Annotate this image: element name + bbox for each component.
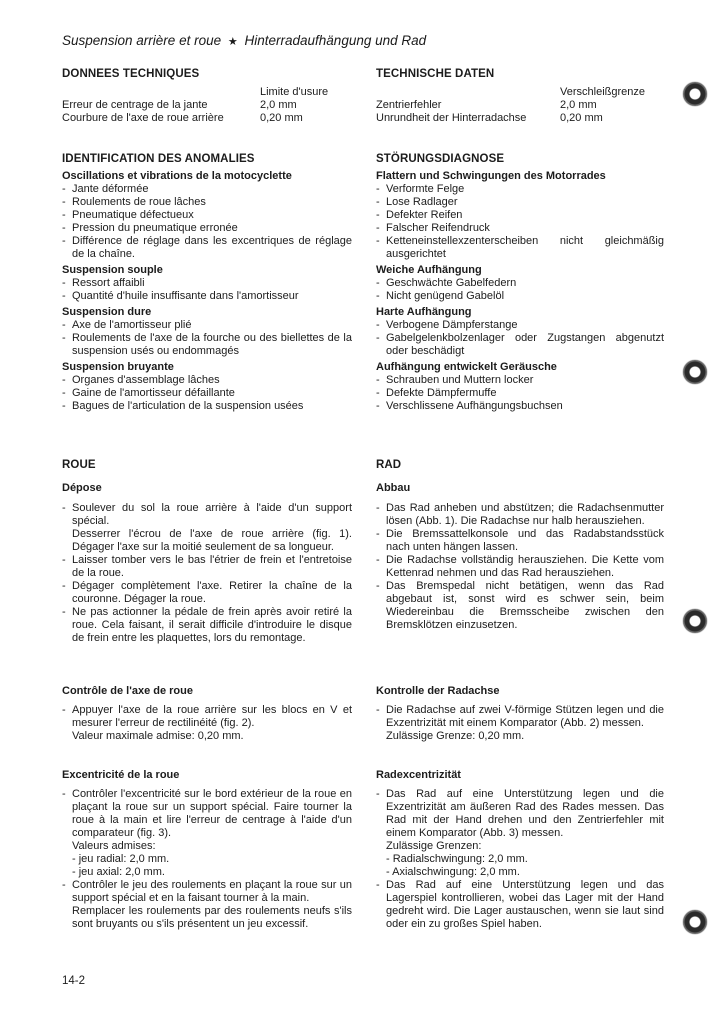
spec-label: Zentrierfehler (376, 99, 442, 111)
list-item: - Roulements de roue lâches (62, 196, 352, 209)
axle-check-de (376, 685, 664, 743)
subsection-title: Contrôle de l'axe de roue (62, 685, 193, 697)
list-item: - Das Bremspedal nicht betätigen, wenn das Rad abgebaut ist, sonst wird es schwer sein, beim Wiedereinbau die Bremsscheibe zwischen den Bremsklötzen einzusetzen. (376, 580, 664, 632)
star-separator-icon: ★ (227, 36, 238, 48)
list-item: - Die Radachse vollständig herausziehen. Die Kette vom Kettenrad nehmen und das Rad herausziehen. (376, 554, 664, 580)
subsection-title: Aufhängung entwickelt Geräusche (376, 361, 557, 373)
subsection-title: Excentricité de la roue (62, 769, 180, 781)
limit-text: Valeurs admises: (72, 840, 156, 852)
fault-list (62, 183, 352, 261)
spec-value: 0,20 mm (260, 112, 303, 124)
wheel-removal-de (376, 458, 664, 632)
runout-de (376, 769, 664, 931)
list-item: - Geschwächte Gabelfedern (376, 277, 664, 290)
list-item (62, 502, 352, 554)
limit-text: - jeu axial: 2,0 mm. (72, 866, 165, 878)
step-text: Remplacer les roulements par des roulements neufs s'ils sont bruyants ou s'ils présentent un jeu excessif. (72, 905, 352, 930)
list-item: - Defekter Reifen (376, 209, 664, 222)
list-item: - Bagues de l'articulation de la suspension usées (62, 400, 352, 413)
limit-text: Valeur maximale admise: 0,20 mm. (72, 730, 244, 742)
list-item: - Organes d'assemblage lâches (62, 374, 352, 387)
subsection-title: Suspension dure (62, 306, 152, 318)
procedure-list (62, 788, 352, 931)
step-text: - Contrôler le jeu des roulements en plaçant la roue sur un support spécial et en la faisant tourner à la main. (72, 879, 352, 904)
fault-list (62, 319, 352, 358)
section-title: STÖRUNGSDIAGNOSE (376, 153, 505, 165)
running-header (62, 33, 426, 48)
procedure-list (376, 788, 664, 931)
list-item: - Verbogene Dämpferstange (376, 319, 664, 332)
limit-text: - Radialschwingung: 2,0 mm. (386, 853, 528, 865)
step-text: - Soulever du sol la roue arrière à l'aide d'un support spécial. (72, 502, 352, 527)
spec-label: Unrundheit der Hinterradachse (376, 112, 527, 124)
subsection-title: Dépose (62, 482, 102, 494)
axle-check-fr (62, 685, 352, 743)
diagnostics-de (376, 152, 664, 413)
spec-value: 0,20 mm (560, 112, 603, 124)
subsection-title: Abbau (376, 482, 411, 494)
list-item: - Nicht genügend Gabelöl (376, 290, 664, 303)
list-item: - Pression du pneumatique erronée (62, 222, 352, 235)
binder-hole-icon (683, 910, 707, 934)
list-item: - Ne pas actionner la pédale de frein après avoir retiré la roue. Cela faisant, il serait difficile d'introduire le disque de frein entre les plaquettes, lors du remontage. (62, 606, 352, 645)
procedure-list (62, 704, 352, 743)
list-item: - Verformte Felge (376, 183, 664, 196)
limit-label: Verschleißgrenze (560, 86, 645, 98)
spec-label: Erreur de centrage de la jante (62, 99, 208, 111)
limit-text: - Axialschwingung: 2,0 mm. (386, 866, 520, 878)
fault-list (62, 374, 352, 413)
diagnostics-fr (62, 152, 352, 413)
list-item: - Ketteneinstellexzenterscheiben nicht gleichmäßig ausgerichtet (376, 235, 664, 261)
list-item: - Gaine de l'amortisseur défaillante (62, 387, 352, 400)
subsection-title: Weiche Aufhängung (376, 264, 482, 276)
limit-text: - jeu radial: 2,0 mm. (72, 853, 170, 865)
list-item: - Falscher Reifendruck (376, 222, 664, 235)
list-item: - Das Rad anheben und abstützen; die Radachsenmutter lösen (Abb. 1). Die Radachse nur halb herausziehen. (376, 502, 664, 528)
section-title: RAD (376, 459, 402, 471)
procedure-list (62, 502, 352, 645)
step-text: - Appuyer l'axe de la roue arrière sur les blocs en V et mesurer l'erreur de rectilinéité (fig. 2). (72, 704, 352, 729)
header-left: Suspension arrière et roue (62, 33, 222, 48)
fault-list (62, 277, 352, 303)
page-number: 14-2 (62, 975, 86, 987)
spec-value: 2,0 mm (260, 99, 297, 111)
list-item (376, 704, 664, 743)
header-right: Hinterradaufhängung und Rad (244, 33, 427, 48)
limit-label: Limite d'usure (260, 86, 329, 98)
fault-list (376, 374, 664, 413)
tech-data-fr (62, 67, 352, 125)
runout-fr (62, 769, 352, 931)
subsection-title: Oscillations et vibrations de la motocyclette (62, 170, 292, 182)
wheel-removal-fr (62, 458, 352, 645)
list-item: - Ressort affaibli (62, 277, 352, 290)
list-item: - Jante déformée (62, 183, 352, 196)
subsection-title: Suspension bruyante (62, 361, 174, 373)
step-text: - Das Rad auf eine Unterstützung legen und die Exzentrizität am äußeren Rad des Rades messen. Das Rad mit der Hand drehen und den Zentrierfehler mit einem Komparator (Abb. 3) messen. (386, 788, 664, 839)
step-text: - Contrôler l'excentricité sur le bord extérieur de la roue en plaçant la roue sur un support spécial. Faire tourner la roue à la main et lire l'erreur de centrage à l'aide d'un comparateur (fig. 3). (72, 788, 352, 839)
list-item: - Gabelgelenkbolzenlager oder Zugstangen abgenutzt oder beschädigt (376, 332, 664, 358)
binder-hole-icon (683, 360, 707, 384)
spec-value: 2,0 mm (560, 99, 597, 111)
procedure-list (376, 502, 664, 632)
limit-text: Zulässige Grenze: 0,20 mm. (386, 730, 525, 742)
step-text: - Die Radachse auf zwei V-förmige Stützen legen und die Exzentrizität mit einem Komparator (Abb. 2) messen. (386, 704, 664, 729)
list-item: - Laisser tomber vers le bas l'étrier de frein et l'entretoise de la roue. (62, 554, 352, 580)
list-item: - Defekte Dämpfermuffe (376, 387, 664, 400)
list-item: - Axe de l'amortisseur plié (62, 319, 352, 332)
fault-list (376, 183, 664, 261)
list-item: - Verschlissene Aufhängungsbuchsen (376, 400, 664, 413)
fault-list (376, 319, 664, 358)
subsection-title: Harte Aufhängung (376, 306, 472, 318)
list-item: - Schrauben und Muttern locker (376, 374, 664, 387)
step-text: Desserrer l'écrou de l'axe de roue arrière (fig. 1). Dégager l'axe sur la moitié seulement de sa longueur. (72, 528, 352, 553)
subsection-title: Flattern und Schwingungen des Motorrades (376, 170, 606, 182)
section-title: IDENTIFICATION DES ANOMALIES (62, 153, 255, 165)
list-item: - Pneumatique défectueux (62, 209, 352, 222)
list-item (62, 788, 352, 879)
list-item: - Roulements de l'axe de la fourche ou des biellettes de la suspension usés ou endommagés (62, 332, 352, 358)
subsection-title: Suspension souple (62, 264, 163, 276)
list-item: - Dégager complètement l'axe. Retirer la chaîne de la couronne. Dégager la roue. (62, 580, 352, 606)
section-title: DONNEES TECHNIQUES (62, 68, 200, 80)
limit-text: Zulässige Grenzen: (386, 840, 482, 852)
list-item: - Lose Radlager (376, 196, 664, 209)
list-item: - Différence de réglage dans les excentriques de réglage de la chaîne. (62, 235, 352, 261)
spec-label: Courbure de l'axe de roue arrière (62, 112, 224, 124)
list-item (376, 788, 664, 879)
subsection-title: Radexcentrizität (376, 769, 461, 781)
tech-data-de (376, 67, 664, 125)
list-item: - Quantité d'huile insuffisante dans l'amortisseur (62, 290, 352, 303)
section-title: ROUE (62, 459, 96, 471)
binder-hole-icon (683, 609, 707, 633)
procedure-list (376, 704, 664, 743)
list-item (62, 879, 352, 931)
list-item (62, 704, 352, 743)
list-item: - Das Rad auf eine Unterstützung legen und das Lagerspiel kontrollieren, wobei das Lager mit der Hand gedreht wird. Die Lager austauschen, wenn sie laut sind oder ein zu großes Spiel haben. (376, 879, 664, 931)
binder-hole-icon (683, 82, 707, 106)
subsection-title: Kontrolle der Radachse (376, 685, 500, 697)
list-item: - Die Bremssattelkonsole und das Radabstandsstück nach unten hängen lassen. (376, 528, 664, 554)
fault-list (376, 277, 664, 303)
section-title: TECHNISCHE DATEN (376, 68, 495, 80)
